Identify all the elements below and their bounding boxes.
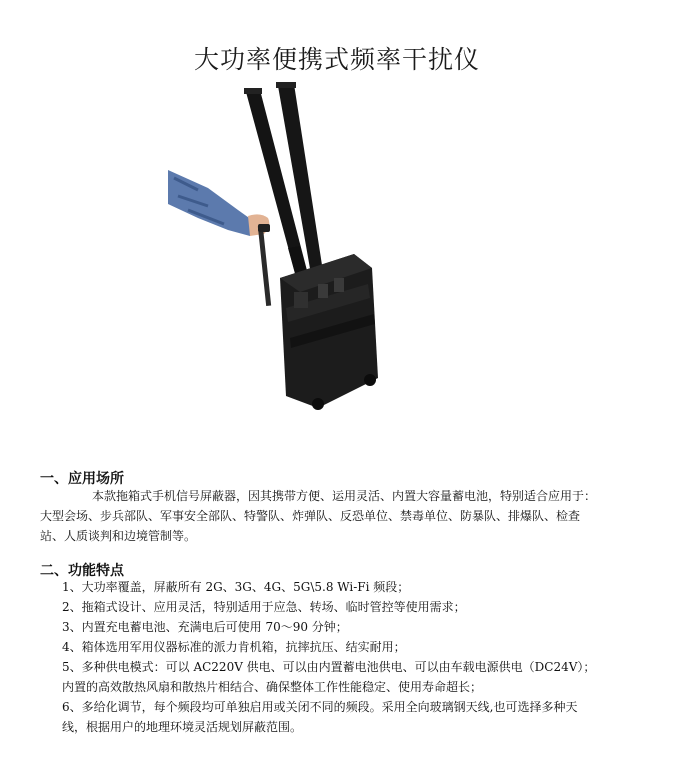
antennas	[244, 82, 324, 292]
page-title: 大功率便携式频率干扰仪	[193, 45, 480, 74]
feature-item: 5、多种供电模式：可以 AC220V 供电、可以由内置蓄电池供电、可以由车载电源供电（DC24V）；	[62, 660, 596, 674]
arm-illustration	[168, 170, 269, 236]
jammer-case	[280, 254, 378, 410]
section-heading-applications: 一、应用场所	[40, 471, 124, 487]
feature-item: 4、箱体选用军用仪器标准的派力肯机箱，抗摔抗压、结实耐用；	[62, 640, 406, 654]
applications-line-1: 本款拖箱式手机信号屏蔽器，因其携带方便、运用灵活、内置大容量蓄电池，特别适合应用于：	[92, 489, 597, 503]
feature-item: 线，根据用户的地理环境灵活规划屏蔽范围。	[62, 720, 303, 734]
product-photo	[168, 78, 392, 418]
feature-item: 内置的高效散热风扇和散热片相结合、确保整体工作性能稳定、使用寿命超长；	[62, 680, 483, 694]
feature-item: 3、内置充电蓄电池、充满电后可使用 70～90 分钟；	[62, 620, 348, 634]
applications-line-3: 站、人质谈判和边境管制等。	[40, 529, 197, 543]
trolley-handle	[258, 224, 271, 306]
applications-line-2: 大型会场、步兵部队、军事安全部队、特警队、炸弹队、反恐单位、禁毒单位、防暴队、排爆队、检查	[40, 509, 581, 523]
feature-item: 2、拖箱式设计、应用灵活，特别适用于应急、转场、临时管控等使用需求；	[62, 600, 466, 614]
feature-item: 1、大功率覆盖，屏蔽所有 2G、3G、4G、5G\5.8 Wi-Fi 频段；	[62, 580, 410, 594]
features-list	[62, 577, 642, 737]
feature-item: 6、多给化调节，每个频段均可单独启用或关闭不同的频段。采用全向玻璃钢天线,也可选择多种天	[62, 700, 578, 714]
section-heading-features: 二、功能特点	[40, 563, 124, 579]
applications-paragraph	[40, 486, 640, 546]
